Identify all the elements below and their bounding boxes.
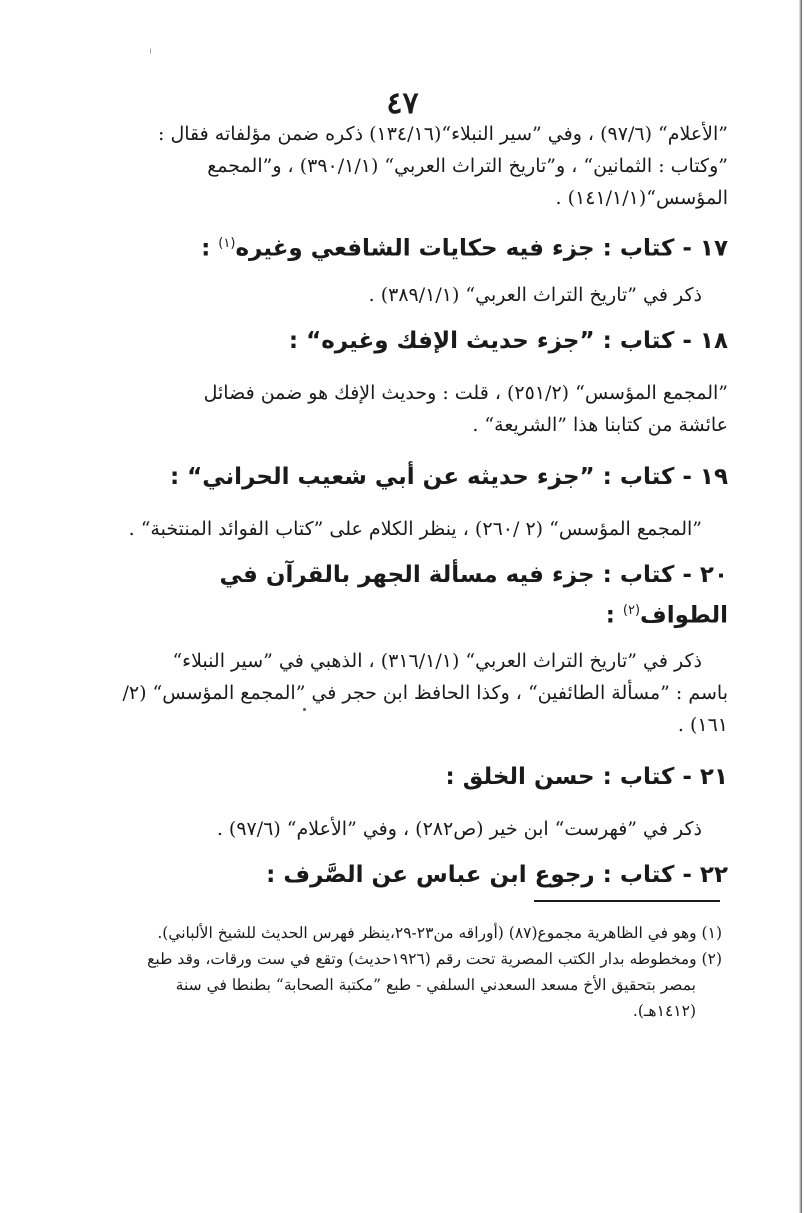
entry-20-text: ١٦١) . xyxy=(677,714,728,737)
entry-20-heading: ٢٠ - كتاب : جزء فيه مسألة الجهر بالقرآن في الطواف$^{(٢)}$ : xyxy=(219,561,728,629)
footnote-2-continued: (١٤١٢هـ). xyxy=(632,1002,696,1020)
entry-18-heading: ١٨ - كتاب : ”جزء حديث الإفك وغيره“ : xyxy=(288,327,728,354)
entry-21-heading: ٢١ - كتاب : حسن الخلق : xyxy=(445,764,728,791)
main-text xyxy=(108,118,728,893)
page-number: ٤٧ xyxy=(386,86,419,121)
entry-18-text: ”المجمع المؤسس“ (٢٥١/٢) ، قلت : وحديث الإفك هو ضمن فضائل xyxy=(203,381,728,404)
entry-21-text: ذكر في ”فهرست“ ابن خير (ص٢٨٢) ، وفي ”الأعلام“ (٩٧/٦) . xyxy=(216,818,702,841)
footnote-ref[interactable]: (١) xyxy=(218,236,236,251)
footnote-1: (١) وهو في الظاهرية مجموع(٨٧) (أوراقه من٢٣-٢٩،ينظر فهرس الحديث للشيخ الألباني). xyxy=(157,924,722,942)
entry-20-text: ذكر في ”تاريخ التراث العربي“ (٣١٦/١/١) ، الذهبي في ”سير النبلاء“ xyxy=(172,650,702,673)
entry-18-text: عائشة من كتابنا هذا ”الشريعة“ . xyxy=(472,413,728,436)
intro-line: ”الأعلام“ (٩٧/٦) ، وفي ”سير النبلاء“(١٣٤/١٦) ذكره ضمن مؤلفاته فقال : xyxy=(158,123,728,145)
footnote-2-continued: بمصر بتحقيق الأخ مسعد السعدني السلفي - طبع ”مكتبة الصحابة“ بطنطا في سنة xyxy=(175,976,696,994)
scan-edge xyxy=(799,0,802,1213)
entry-19-heading: ١٩ - كتاب : ”جزء حديثه عن أبي شعيب الحراني“ : xyxy=(169,463,728,490)
intro-line: المؤسس“(١٤١/١/١) . xyxy=(555,187,728,209)
entry-17-text: ذكر في ”تاريخ التراث العربي“ (٣٨٩/١/١) . xyxy=(368,283,702,306)
entry-19-text: ”المجمع المؤسس“ (٢ /٢٦٠) ، ينظر الكلام على ”كتاب الفوائد المنتخبة“ . xyxy=(128,517,702,540)
footnote-ref[interactable]: (٢) xyxy=(622,602,641,618)
footnotes xyxy=(108,920,722,1024)
footnote-divider xyxy=(534,900,720,902)
footnote-2: (٢) ومخطوطه بدار الكتب المصرية تحت رقم (١٩٢٦حديث) وتقع في ست ورقات، وقد طبع xyxy=(147,950,722,968)
entry-22-heading: ٢٢ - كتاب : رجوع ابن عباس عن الصَّرف : xyxy=(266,862,728,889)
intro-line: ”وكتاب : الثمانين“ ، و”تاريخ التراث العربي“ (٣٩٠/١/١) ، و”المجمع xyxy=(207,155,728,177)
scan-speck xyxy=(150,48,151,54)
entry-17-heading: ١٧ - كتاب : جزء فيه حكايات الشافعي وغيره$^{(١)}$ : xyxy=(201,235,728,262)
entry-20-text: باسم : ”مسألة الطائفين“ ، وكذا الحافظ ابن حجر في ”المجمع المؤسس“ (٢/ xyxy=(122,682,728,705)
